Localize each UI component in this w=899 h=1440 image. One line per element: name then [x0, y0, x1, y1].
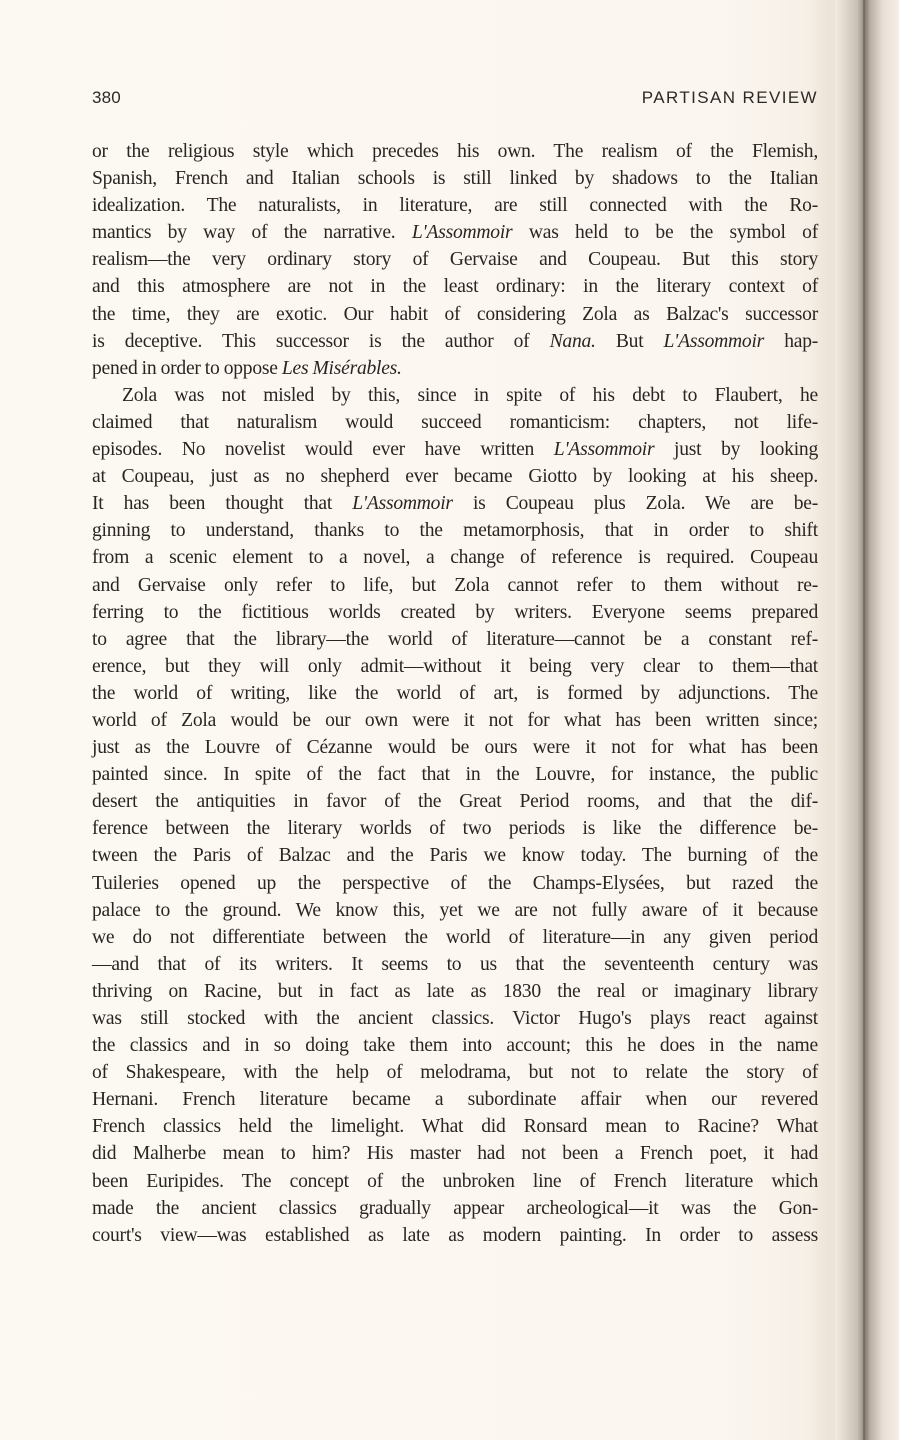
text-segment: French classics held the limelight. What did Ronsard mean to Racine? What	[92, 1116, 818, 1138]
text-segment: just by looking	[654, 439, 818, 461]
italic-title: L'Assommoir	[553, 439, 655, 461]
text-segment: But	[595, 330, 664, 352]
text-line	[92, 301, 818, 328]
text-line	[92, 1140, 818, 1167]
page-header	[92, 88, 818, 114]
text-segment: tween the Paris of Balzac and the Paris we know today. The burning of the	[92, 845, 818, 867]
text-line	[92, 951, 818, 978]
text-segment: and Gervaise only refer to life, but Zola cannot refer to them without re-	[92, 574, 818, 596]
text-segment: from a scenic element to a novel, a change of reference is required. Coupeau	[92, 547, 818, 569]
text-line	[92, 842, 818, 869]
text-segment: or the religious style which precedes his own. The realism of the Flemish,	[92, 141, 818, 162]
text-line	[92, 246, 818, 273]
text-line	[92, 517, 818, 544]
text-line	[92, 1005, 818, 1032]
text-segment: we do not differentiate between the world of literature—in any given period	[92, 926, 818, 948]
text-line	[92, 680, 818, 707]
text-segment: painted since. In spite of the fact that in the Louvre, for instance, the public	[92, 764, 818, 786]
italic-title: L'Assommoir	[663, 330, 765, 352]
text-segment: court's view—was established as late as modern painting. In order to assess	[92, 1224, 818, 1246]
text-line	[92, 1032, 818, 1059]
text-segment: just as the Louvre of Cézanne would be ours were it not for what has been	[92, 737, 818, 759]
text-line	[92, 897, 818, 924]
page-binding-edge	[835, 0, 899, 1440]
text-line	[92, 870, 818, 897]
running-head: PARTISAN REVIEW	[641, 88, 818, 107]
text-line	[92, 815, 818, 842]
paragraph	[92, 382, 818, 1249]
text-segment: and this atmosphere are not in the least ordinary: in the literary context of	[92, 276, 818, 298]
text-line	[92, 626, 818, 653]
text-line	[92, 165, 818, 192]
text-segment: is Coupeau plus Zola. We are be-	[452, 493, 818, 515]
body-text	[92, 138, 818, 1249]
text-segment: the time, they are exotic. Our habit of considering Zola as Balzac's successor	[92, 303, 818, 325]
text-segment: desert the antiquities in favor of the Great Period rooms, and that the dif-	[92, 791, 818, 813]
text-segment: realism—the very ordinary story of Gervaise and Coupeau. But this story	[92, 249, 818, 271]
italic-title: Les Misérables.	[281, 357, 402, 379]
text-line	[92, 924, 818, 951]
text-line	[92, 1168, 818, 1195]
text-line	[92, 273, 818, 300]
text-segment: the world of writing, like the world of art, is formed by adjunctions. The	[92, 682, 818, 704]
text-segment: hap-	[764, 330, 819, 352]
text-segment: claimed that naturalism would succeed romanticism: chapters, not life-	[92, 411, 818, 433]
text-segment: Spanish, French and Italian schools is still linked by shadows to the Italian	[92, 168, 818, 190]
text-line	[92, 1086, 818, 1113]
text-segment: is deceptive. This successor is the author of	[92, 330, 550, 352]
text-line	[92, 138, 818, 165]
text-segment: to agree that the library—the world of literature—cannot be a constant ref-	[92, 628, 818, 650]
text-segment: Zola was not misled by this, since in spite of his debt to Flaubert, he	[122, 384, 818, 406]
text-segment: thriving on Racine, but in fact as late as 1830 the real or imaginary library	[92, 980, 818, 1002]
page-edge-shadow-line	[863, 0, 865, 1440]
text-line	[92, 1113, 818, 1140]
text-segment: Tuileries opened up the perspective of the Champs-Elysées, but razed the	[92, 872, 818, 894]
text-line	[92, 761, 818, 788]
text-line	[92, 328, 818, 355]
text-line	[92, 192, 818, 219]
text-line	[92, 490, 818, 517]
text-segment: episodes. No novelist would ever have written	[92, 439, 554, 461]
text-segment: world of Zola would be our own were it not for what has been written since;	[92, 709, 818, 731]
italic-title: Nana.	[549, 330, 596, 352]
text-segment: was held to be the symbol of	[512, 222, 818, 244]
text-segment: mantics by way of the narrative.	[92, 222, 412, 244]
italic-title: L'Assommoir	[352, 493, 453, 515]
text-segment: ginning to understand, thanks to the metamorphosis, that in order to shift	[92, 520, 818, 542]
text-segment: palace to the ground. We know this, yet we are not fully aware of it because	[92, 899, 818, 921]
text-segment: idealization. The naturalists, in literature, are still connected with the Ro-	[92, 195, 818, 217]
text-segment: ferring to the fictitious worlds created by writers. Everyone seems prepared	[92, 601, 818, 623]
italic-title: L'Assommoir	[411, 222, 513, 244]
text-line	[92, 382, 818, 409]
text-line	[92, 1222, 818, 1249]
text-line	[92, 707, 818, 734]
text-line	[92, 788, 818, 815]
text-line	[92, 544, 818, 571]
text-segment: of Shakespeare, with the help of melodrama, but not to relate the story of	[92, 1062, 818, 1084]
text-segment: It has been thought that	[92, 493, 353, 515]
text-segment: did Malherbe mean to him? His master had not been a French poet, it had	[92, 1143, 818, 1165]
text-line	[92, 734, 818, 761]
text-line	[92, 1195, 818, 1222]
text-line	[92, 1059, 818, 1086]
text-line	[92, 653, 818, 680]
text-line	[92, 599, 818, 626]
text-line	[92, 436, 818, 463]
text-line	[92, 409, 818, 436]
text-segment: Hernani. French literature became a subordinate affair when our revered	[92, 1089, 818, 1111]
text-segment: ference between the literary worlds of two periods is like the difference be-	[92, 818, 818, 840]
text-line	[92, 978, 818, 1005]
text-segment: erence, but they will only admit—without it being very clear to them—that	[92, 655, 818, 677]
text-line	[92, 572, 818, 599]
text-segment: made the ancient classics gradually appear archeological—it was the Gon-	[92, 1197, 818, 1219]
text-segment: been Euripides. The concept of the unbroken line of French literature which	[92, 1170, 818, 1192]
text-segment: the classics and in so doing take them into account; this he does in the name	[92, 1035, 818, 1057]
page-number: 380	[92, 88, 121, 107]
text-segment: pened in order to oppose	[92, 357, 282, 379]
text-line	[92, 219, 818, 246]
text-line	[92, 355, 818, 382]
text-segment: at Coupeau, just as no shepherd ever became Giotto by looking at his sheep.	[92, 466, 818, 488]
text-segment: —and that of its writers. It seems to us that the seventeenth century was	[92, 953, 818, 975]
text-segment: was still stocked with the ancient classics. Victor Hugo's plays react against	[92, 1008, 818, 1029]
paragraph	[92, 138, 818, 382]
text-line	[92, 463, 818, 490]
